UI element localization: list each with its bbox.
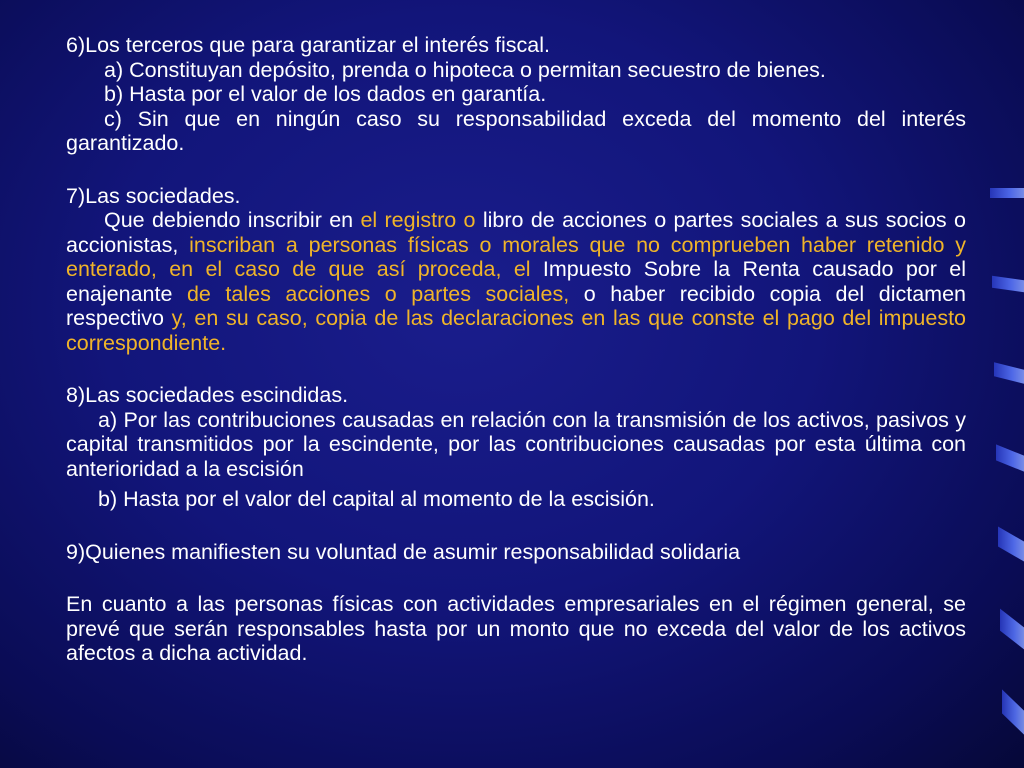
highlighted-text: de tales acciones o partes sociales, <box>186 281 570 306</box>
spacer <box>66 512 966 540</box>
highlighted-text: y, en su caso, copia de las declaraciones en las que conste el pago del impuesto correspondiente. <box>66 306 966 355</box>
spacer <box>66 156 966 184</box>
text-run: Que debiendo inscribir en <box>104 208 361 232</box>
section-8-title: 8)Las sociedades escindidas. <box>66 383 349 407</box>
text-run: libro de acciones o partes sociales a sus socios o accionistas, <box>66 208 966 257</box>
decorative-bar <box>994 362 1024 383</box>
slide-body <box>66 33 966 666</box>
closing-paragraph: En cuanto a las personas físicas con actividades empresariales en el régimen general, se prevé que serán responsables hasta por un monto que no exceda del valor de los activos afectos a dicha actividad. <box>66 592 966 665</box>
section-6-item-a: a) Constituyan depósito, prenda o hipoteca o permitan secuestro de bienes. <box>104 57 826 82</box>
text-run: o haber recibido copia del dictamen respectivo <box>66 281 966 330</box>
section-8-item-a: a) Por las contribuciones causadas en relación con la transmisión de los activos, pasivos y capital transmitidos por la escindente, por las contribuciones causadas por esta última con anterioridad a la escisión <box>66 407 966 481</box>
decorative-bar <box>998 526 1024 561</box>
section-6-title: 6)Los terceros que para garantizar el interés fiscal. <box>66 33 550 57</box>
section-7-paragraph <box>66 208 966 355</box>
highlighted-text: inscriban a personas físicas o morales que no comprueben haber retenido y enterado, en el caso de que así proceda, el <box>66 232 966 281</box>
section-8-item-b: b) Hasta por el valor del capital al momento de la escisión. <box>98 487 655 511</box>
text-run: Impuesto Sobre la Renta causado por el enajenante <box>66 257 966 306</box>
decorative-bar <box>990 188 1024 198</box>
decorative-bar <box>996 444 1024 471</box>
decorative-bar <box>1002 689 1024 734</box>
decorative-bar <box>1000 609 1024 650</box>
section-6-item-c: c) Sin que en ningún caso su responsabilidad exceda del momento del interés garantizado. <box>66 106 966 155</box>
decorative-bar <box>992 276 1024 292</box>
section-7-title: 7)Las sociedades. <box>66 183 241 208</box>
section-9-title: 9)Quienes manifiesten su voluntad de asumir responsabilidad solidaria <box>66 539 741 564</box>
highlighted-text: el registro o <box>360 208 476 232</box>
spacer <box>66 355 966 383</box>
section-6-item-b: b) Hasta por el valor de los dados en garantía. <box>104 82 547 106</box>
spacer <box>66 564 966 592</box>
